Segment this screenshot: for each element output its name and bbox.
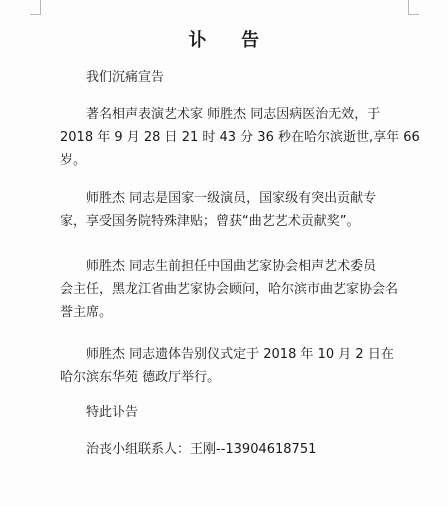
para1-line3: 岁。 xyxy=(60,153,87,168)
paragraph-death-announcement xyxy=(60,103,420,172)
para3-line2: 会主任，黑龙江省曲艺家协会顾问，哈尔滨市曲艺家协会名 xyxy=(60,282,399,297)
para1-line1: 著名相声表演艺术家 师胜杰 同志因病医治无效，于 xyxy=(86,107,381,122)
paragraph-honors xyxy=(60,187,420,233)
paragraph-memorial-service xyxy=(60,343,420,389)
contact-line xyxy=(60,438,420,461)
opening-line xyxy=(60,66,420,89)
closing-line xyxy=(60,401,420,424)
corner-mark-top-right xyxy=(408,0,419,15)
closing-text: 特此讣告 xyxy=(86,405,139,420)
para4-line2: 哈尔滨东华苑 德政厅举行。 xyxy=(60,370,221,385)
title-char-2: 告 xyxy=(241,30,260,51)
para2-line2: 家，享受国务院特殊津贴；曾获“曲艺艺术贡献奖”。 xyxy=(60,214,360,229)
page-title xyxy=(0,26,448,52)
title-char-1: 讣 xyxy=(188,30,207,51)
para4-line1: 师胜杰 同志遗体告别仪式定于 2018 年 10 月 2 日在 xyxy=(86,347,394,362)
para3-line1: 师胜杰 同志生前担任中国曲艺家协会相声艺术委员 xyxy=(86,259,377,274)
paragraph-positions xyxy=(60,255,420,324)
corner-mark-top-left xyxy=(30,0,41,15)
para1-line2: 2018 年 9 月 28 日 21 时 43 分 36 秒在哈尔滨逝世,享年 66 xyxy=(60,130,420,145)
para2-line1: 师胜杰 同志是国家一级演员，国家级有突出贡献专 xyxy=(86,191,377,206)
contact-text: 治丧小组联系人：王刚--13904618751 xyxy=(86,442,317,457)
opening-text: 我们沉痛宣告 xyxy=(86,70,165,85)
para3-line3: 誉主席。 xyxy=(60,305,113,320)
